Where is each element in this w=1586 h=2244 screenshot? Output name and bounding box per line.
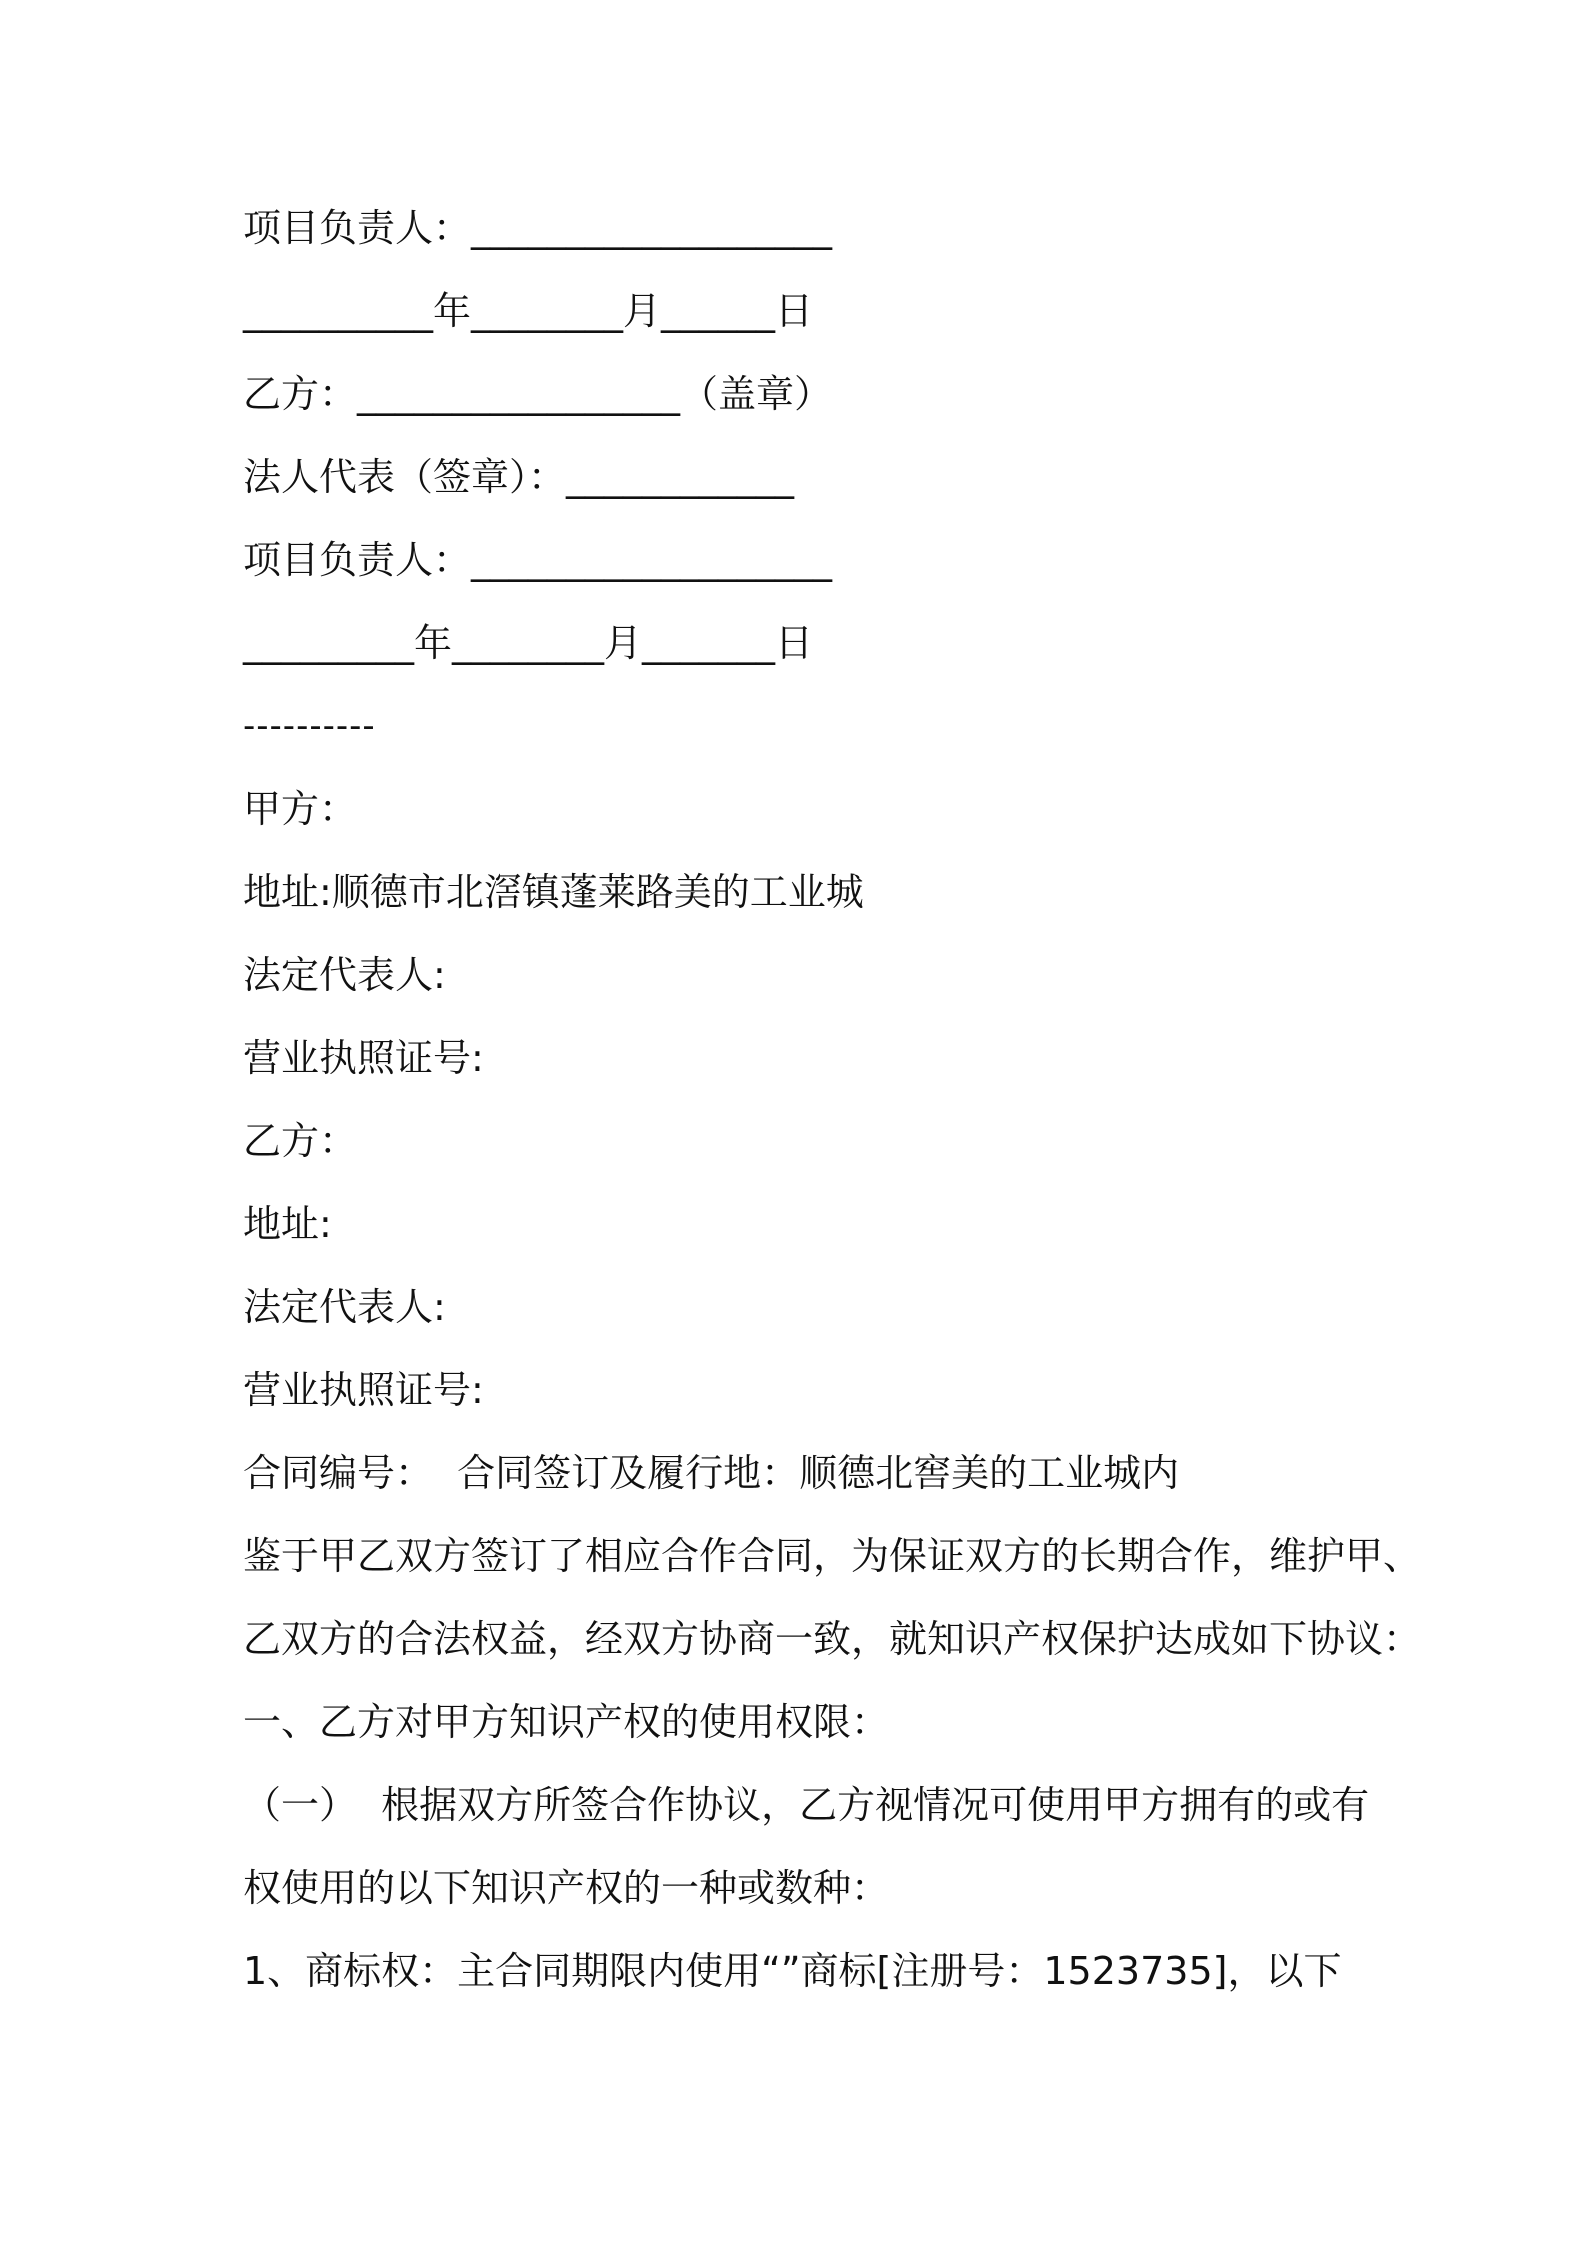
clause-1-line-1: （一） 根据双方所签合作协议，乙方视情况可使用甲方拥有的或有 <box>243 1783 1370 1827</box>
contract-number-place: 合同编号： 合同签订及履行地：顺德北窖美的工业城内 <box>243 1451 1180 1495</box>
party-a-address: 地址:顺德市北滘镇蓬莱路美的工业城 <box>243 870 864 914</box>
preamble-line-1: 鉴于甲乙双方签订了相应合作合同，为保证双方的长期合作，维护甲、 <box>243 1534 1422 1578</box>
date-line-2: _________年________月_______日 <box>243 621 814 665</box>
party-b-label: 乙方： <box>243 1119 358 1163</box>
party-b-seal-line: 乙方：_________________（盖章） <box>243 372 833 416</box>
date-line-1: __________年________月______日 <box>243 289 814 333</box>
party-a-legal-rep: 法定代表人: <box>243 953 446 997</box>
clause-1-line-2: 权使用的以下知识产权的一种或数种： <box>243 1866 890 1910</box>
party-a-label: 甲方： <box>243 787 358 831</box>
legal-rep-signature-line: 法人代表（签章）：____________ <box>243 455 795 499</box>
project-leader-line-1: 项目负责人：___________________ <box>243 206 833 250</box>
document-page <box>243 204 1422 2030</box>
preamble-line-2: 乙双方的合法权益，经双方协商一致，就知识产权保护达成如下协议： <box>243 1617 1422 1661</box>
trademark-clause: 1、商标权：主合同期限内使用“”商标[注册号：1523735]，以下 <box>243 1949 1342 1993</box>
section-divider: ---------- <box>243 706 376 746</box>
party-b-legal-rep: 法定代表人: <box>243 1285 446 1329</box>
section-heading-1: 一、乙方对甲方知识产权的使用权限： <box>243 1700 890 1744</box>
project-leader-line-2: 项目负责人：___________________ <box>243 538 833 582</box>
party-b-address: 地址: <box>243 1202 332 1246</box>
party-b-license-no: 营业执照证号: <box>243 1368 484 1412</box>
party-a-license-no: 营业执照证号: <box>243 1036 484 1080</box>
